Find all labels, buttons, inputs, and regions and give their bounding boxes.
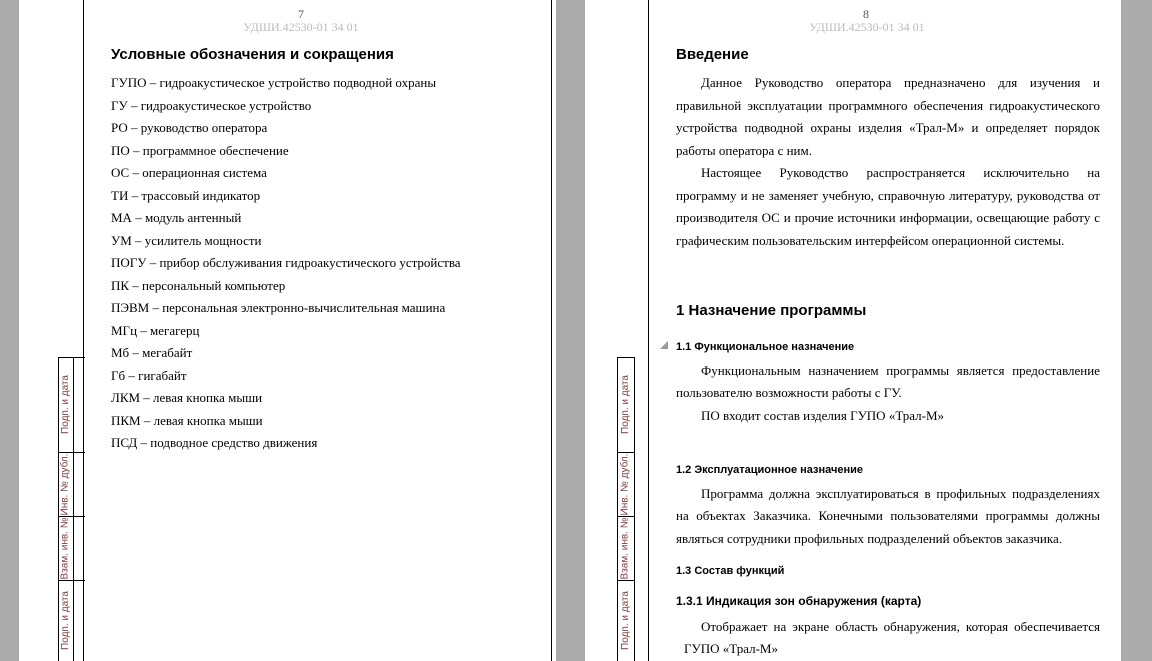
paragraph-line: ГУПО «Трал-М»	[684, 641, 778, 656]
abbreviation-item: РО – руководство оператора	[111, 120, 268, 135]
stamp-label: Подп. и дата	[619, 591, 631, 650]
abbreviation-item: Мб – мегабайт	[111, 345, 193, 360]
paragraph-line: правильной эксплуатации программного обеспечения гидроакустического	[676, 98, 1100, 113]
paragraph-line: Функциональным назначением программы является предоставление	[701, 363, 1100, 378]
section-title: Условные обозначения и сокращения	[111, 46, 394, 63]
abbreviation-item: ОС – операционная система	[111, 165, 267, 180]
abbreviation-item: УМ – усилитель мощности	[111, 233, 262, 248]
paragraph-line: Программа должна эксплуатироваться в профильных подразделениях	[701, 486, 1100, 501]
abbreviation-item: МГц – мегагерц	[111, 323, 200, 338]
paragraph-line: устройства подводной охраны изделия «Трал-М» и определяет порядок	[676, 120, 1100, 135]
abbreviation-item: ПЭВМ – персональная электронно-вычислительная машина	[111, 300, 446, 315]
abbreviation-item: ПОГУ – прибор обслуживания гидроакустического устройства	[111, 255, 461, 270]
subsection-title: 1.1 Функциональное назначение	[676, 341, 855, 353]
abbreviation-item: ТИ – трассовый индикатор	[111, 188, 261, 203]
abbreviation-item: ПО – программное обеспечение	[111, 143, 289, 158]
page-number: 7	[298, 7, 304, 21]
stamp-label: Инв. № дубл.	[619, 453, 631, 515]
paragraph-line: являться сотрудники профильных подразделений объектов заказчика.	[676, 531, 1062, 546]
section-title: 1 Назначение программы	[676, 302, 867, 319]
abbreviation-item: ПКМ – левая кнопка мыши	[111, 413, 263, 428]
abbreviation-item: МА – модуль антенный	[111, 210, 242, 225]
abbreviation-item: Гб – гигабайт	[111, 368, 187, 383]
document-page-right	[585, 0, 1121, 661]
paragraph-line: графическим пользовательским интерфейсом операционной системы.	[676, 233, 1065, 248]
subsection-title: 1.3 Состав функций	[676, 565, 785, 577]
stamp-label: Подп. и дата	[59, 591, 71, 650]
collapse-triangle-icon[interactable]	[660, 341, 668, 349]
page-content	[585, 0, 1121, 661]
page-number: 8	[863, 7, 869, 21]
paragraph-line: производителя ОС и прочие источники информации, освещающие работу с	[676, 210, 1100, 225]
abbreviation-item: ПСД – подводное средство движения	[111, 435, 318, 450]
stamp-label: Инв. № дубл.	[59, 453, 71, 515]
document-code: УДШИ.42530-01 34 01	[243, 20, 359, 34]
document-code: УДШИ.42530-01 34 01	[809, 20, 925, 34]
abbreviation-item: ПК – персональный компьютер	[111, 278, 286, 293]
document-page-left	[19, 0, 556, 661]
abbreviation-item: ГУПО – гидроакустическое устройство подводной охраны	[111, 75, 437, 90]
paragraph-line: Настоящее Руководство распространяется исключительно на	[701, 165, 1100, 180]
abbreviation-item: ГУ – гидроакустическое устройство	[111, 98, 312, 113]
stamp-label: Подп. и дата	[619, 375, 631, 434]
stamp-label: Взам. инв. №	[619, 517, 631, 579]
page-content	[19, 0, 556, 661]
paragraph-line: работы оператора с ним.	[676, 143, 812, 158]
paragraph-line: программу и не заменяет учебную, справочную литературу, руководства от	[676, 188, 1100, 203]
paragraph-line: на объектах Заказчика. Конечными пользователями программы должны	[676, 508, 1100, 523]
paragraph-line: Данное Руководство оператора предназначено для изучения и	[701, 75, 1100, 90]
paragraph-line: пользователю возможности работы с ГУ.	[676, 385, 902, 400]
intro-title: Введение	[676, 46, 749, 63]
stamp-label: Взам. инв. №	[59, 517, 71, 579]
abbreviation-item: ЛКМ – левая кнопка мыши	[111, 390, 263, 405]
paragraph-line: Отображает на экране область обнаружения, которая обеспечивается	[701, 619, 1100, 634]
stamp-label: Подп. и дата	[59, 375, 71, 434]
subsection-title: 1.3.1 Индикация зон обнаружения (карта)	[676, 594, 922, 608]
subsection-title: 1.2 Эксплуатационное назначение	[676, 464, 864, 476]
paragraph-line: ПО входит состав изделия ГУПО «Трал-М»	[701, 408, 945, 423]
